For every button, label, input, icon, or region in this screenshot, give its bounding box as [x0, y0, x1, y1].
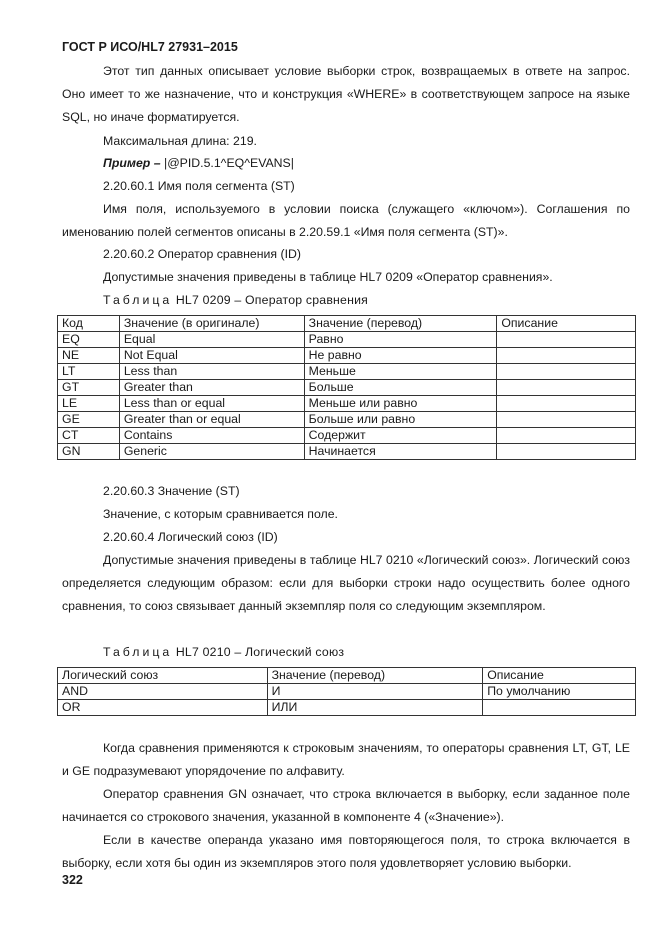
example-value: |@PID.5.1^EQ^EVANS|	[160, 156, 294, 170]
header-cell: Описание	[497, 316, 636, 332]
closing-paragraph-2: Оператор сравнения GN означает, что строка включается в выборку, если заданное поле начинается со строкового значения, указанной в компоненте 4 («Значение»).	[62, 787, 630, 824]
table-0209-caption	[103, 293, 368, 307]
table-cell	[497, 364, 636, 380]
table-cell	[497, 380, 636, 396]
table-0209	[57, 315, 636, 460]
header-cell: Логический союз	[58, 668, 268, 684]
table-cell: Равно	[304, 332, 497, 348]
table-0210-caption-text: HL7 0210 – Логический союз	[172, 645, 345, 659]
table-cell: По умолчанию	[483, 684, 636, 700]
table-row	[58, 412, 636, 428]
table-cell: AND	[58, 684, 268, 700]
header-cell: Значение (перевод)	[304, 316, 497, 332]
table-0210	[57, 667, 636, 716]
table-row	[58, 380, 636, 396]
section-2-20-60-3-paragraph: Значение, с которым сравнивается поле.	[103, 507, 338, 521]
table-cell	[497, 428, 636, 444]
table-row	[58, 396, 636, 412]
table-cell: GE	[58, 412, 120, 428]
page-number: 322	[62, 873, 83, 887]
table-cell: Generic	[119, 444, 304, 460]
table-cell: Contains	[119, 428, 304, 444]
section-2-20-60-2-heading: 2.20.60.2 Оператор сравнения (ID)	[103, 247, 301, 261]
table-cell: Не равно	[304, 348, 497, 364]
header-cell: Значение (перевод)	[267, 668, 483, 684]
max-length-line: Максимальная длина: 219.	[103, 134, 257, 148]
example-line	[103, 156, 294, 170]
table-cell: Less than or equal	[119, 396, 304, 412]
table-cell: CT	[58, 428, 120, 444]
document-header: ГОСТ Р ИСО/HL7 27931–2015	[62, 40, 238, 54]
table-cell: LE	[58, 396, 120, 412]
table-row	[58, 700, 636, 716]
table-cell: OR	[58, 700, 268, 716]
table-cell: Содержит	[304, 428, 497, 444]
table-row	[58, 428, 636, 444]
table-row	[58, 332, 636, 348]
section-2-20-60-2-paragraph: Допустимые значения приведены в таблице HL7 0209 «Оператор сравнения».	[103, 270, 553, 284]
section-2-20-60-4-heading: 2.20.60.4 Логический союз (ID)	[103, 530, 278, 544]
table-cell: Больше или равно	[304, 412, 497, 428]
table-cell: GT	[58, 380, 120, 396]
table-header-row	[58, 316, 636, 332]
section-2-20-60-3-heading: 2.20.60.3 Значение (ST)	[103, 484, 240, 498]
section-2-20-60-1-paragraph: Имя поля, используемого в условии поиска (служащего «ключом»). Соглашения по именованию полей сегментов описаны в 2.20.59.1 «Имя поля сегмента (ST)».	[62, 202, 630, 239]
table-cell: Начинается	[304, 444, 497, 460]
table-0209-caption-prefix: Таблица	[103, 293, 173, 307]
table-0209-caption-text: HL7 0209 – Оператор сравнения	[172, 293, 369, 307]
header-cell: Описание	[483, 668, 636, 684]
table-cell: Меньше или равно	[304, 396, 497, 412]
closing-paragraph-3: Если в качестве операнда указано имя повторяющегося поля, то строка включается в выборку, если хотя бы один из экземпляров этого поля удовлетворяет условию выборки.	[62, 833, 630, 870]
intro-paragraph: Этот тип данных описывает условие выборки строк, возвращаемых в ответе на запрос. Оно имеет то же назначение, что и конструкция «WHERE» в соответствующем запросе на языке SQL, но иначе форматируется.	[62, 64, 630, 124]
table-cell: Больше	[304, 380, 497, 396]
table-row	[58, 684, 636, 700]
table-cell: Меньше	[304, 364, 497, 380]
table-cell: NE	[58, 348, 120, 364]
table-cell	[497, 412, 636, 428]
table-header-row	[58, 668, 636, 684]
table-cell	[497, 332, 636, 348]
table-cell: Greater than or equal	[119, 412, 304, 428]
table-cell: ИЛИ	[267, 700, 483, 716]
table-cell: Less than	[119, 364, 304, 380]
section-2-20-60-1-heading: 2.20.60.1 Имя поля сегмента (ST)	[103, 179, 295, 193]
table-cell: GN	[58, 444, 120, 460]
table-cell: Greater than	[119, 380, 304, 396]
closing-paragraph-1: Когда сравнения применяются к строковым значениям, то операторы сравнения LT, GT, LE и GE подразумевают упорядочение по алфавиту.	[62, 741, 630, 778]
table-cell: И	[267, 684, 483, 700]
header-cell: Значение (в оригинале)	[119, 316, 304, 332]
section-2-20-60-4-paragraph: Допустимые значения приведены в таблице HL7 0210 «Логический союз». Логический союз определяется следующим образом: если для выборки строки надо осуществить более одного сравнения, то союз связывает данный экземпляр поля со следующим экземпляром.	[62, 553, 630, 613]
table-0210-caption-prefix: Таблица	[103, 645, 173, 659]
table-cell	[497, 444, 636, 460]
table-cell: Not Equal	[119, 348, 304, 364]
table-cell	[497, 396, 636, 412]
table-row	[58, 348, 636, 364]
table-row	[58, 364, 636, 380]
table-cell	[497, 348, 636, 364]
table-row	[58, 444, 636, 460]
table-cell: EQ	[58, 332, 120, 348]
example-label: Пример –	[103, 156, 161, 170]
table-0210-caption	[103, 645, 344, 659]
table-cell: LT	[58, 364, 120, 380]
header-cell: Код	[58, 316, 120, 332]
table-cell	[483, 700, 636, 716]
table-cell: Equal	[119, 332, 304, 348]
